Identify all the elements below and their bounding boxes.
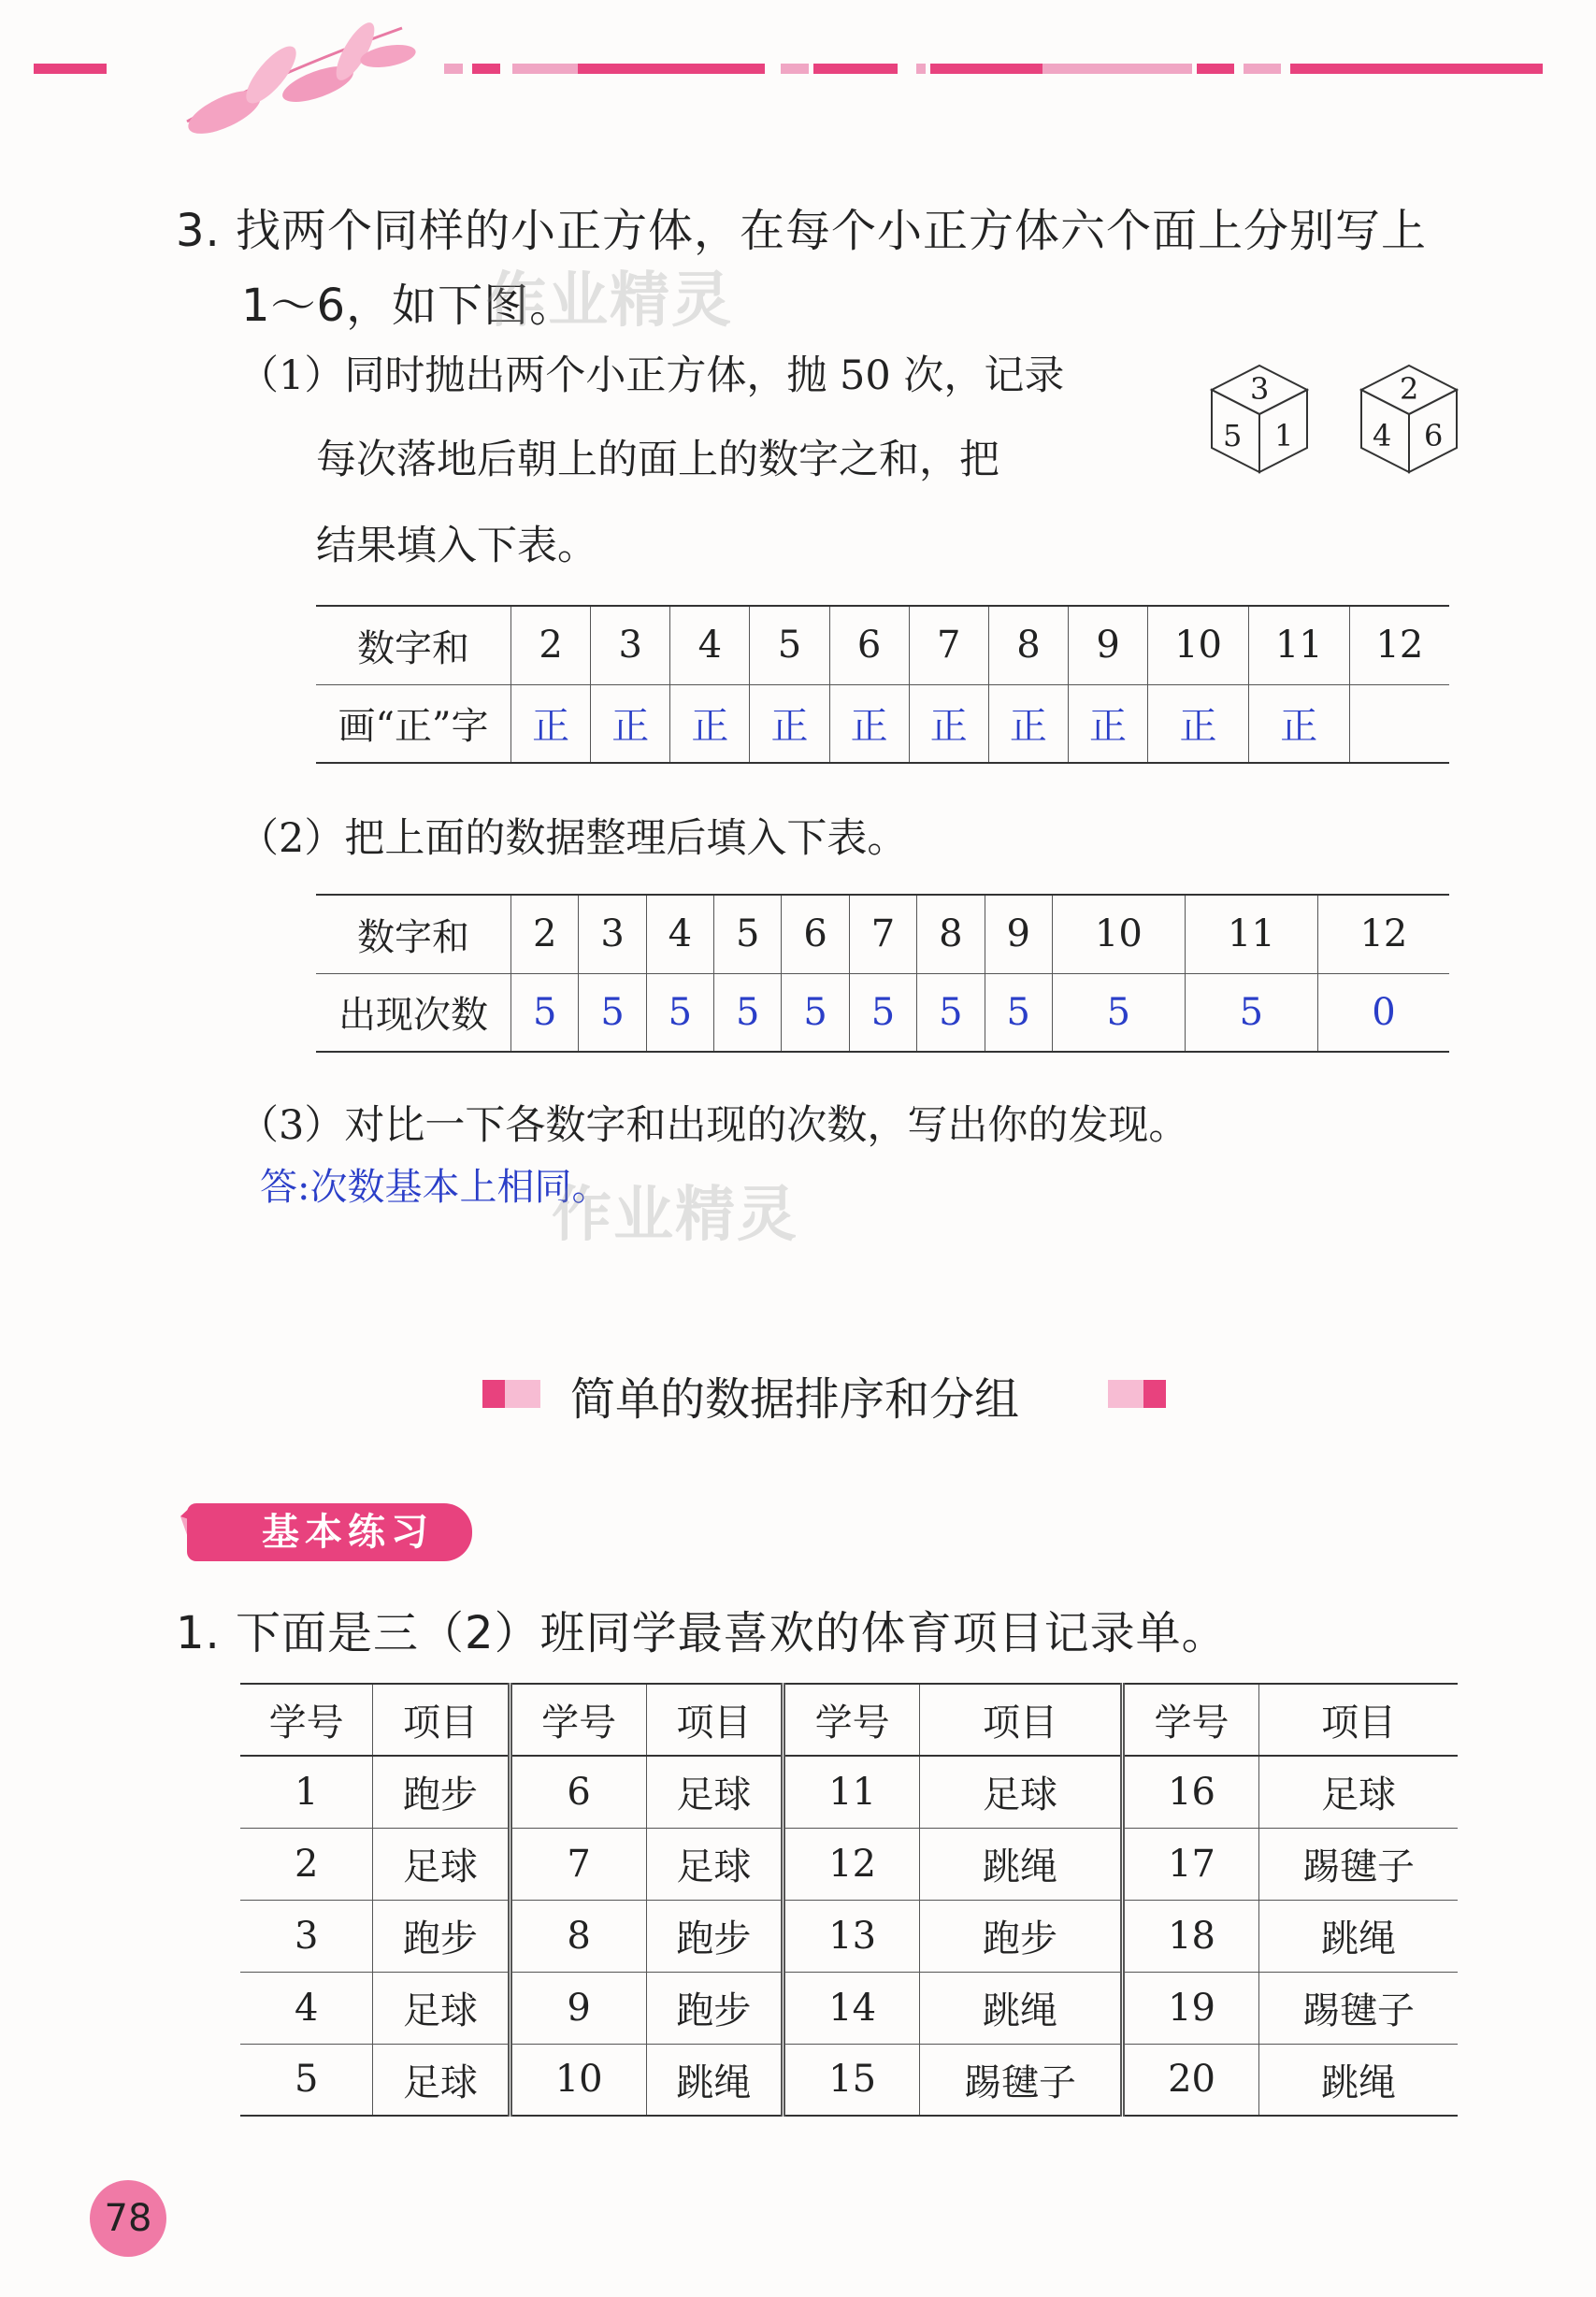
tally-cell: 正 — [909, 684, 988, 763]
student-number-cell: 5 — [240, 2044, 373, 2116]
cube-1-right: 1 — [1274, 418, 1294, 453]
sum-cell: 7 — [849, 895, 916, 973]
sum-cell: 4 — [670, 606, 750, 684]
sport-cell: 跳绳 — [1259, 1900, 1458, 1972]
tally-cell: 正 — [988, 684, 1068, 763]
cube-1-left: 5 — [1223, 418, 1243, 453]
q3-line2: 1～6，如下图。 — [241, 280, 576, 332]
count-table — [316, 894, 1449, 1053]
count-cell: 0 — [1317, 973, 1449, 1052]
table-row — [240, 1972, 1458, 2044]
q1-text: 1. 下面是三（2）班同学最喜欢的体育项目记录单。 — [176, 1607, 1228, 1659]
table1-row2-header: 画“正”字 — [316, 684, 511, 763]
column-header: 学号 — [510, 1684, 646, 1756]
watermark: 作业精灵 — [552, 1181, 798, 1250]
student-number-cell: 12 — [783, 1828, 919, 1900]
student-number-cell: 15 — [783, 2044, 919, 2116]
table-row — [240, 2044, 1458, 2116]
sport-cell: 跑步 — [373, 1756, 510, 1828]
tally-cell: 正 — [511, 684, 591, 763]
student-number-cell: 6 — [510, 1756, 646, 1828]
student-number-cell: 19 — [1122, 1972, 1258, 2044]
count-cell: 5 — [1185, 973, 1317, 1052]
student-number-cell: 20 — [1122, 2044, 1258, 2116]
table-row — [240, 1756, 1458, 1828]
sport-cell: 足球 — [646, 1828, 783, 1900]
column-header: 项目 — [920, 1684, 1123, 1756]
student-number-cell: 17 — [1122, 1828, 1258, 1900]
column-header: 学号 — [783, 1684, 919, 1756]
tally-cell: 正 — [1248, 684, 1349, 763]
count-cell: 5 — [714, 973, 782, 1052]
q3-part1-line1: （1）同时抛出两个小正方体，抛 50 次，记录 — [238, 352, 1065, 399]
q3-part1-line2: 每次落地后朝上的面上的数字之和，把 — [316, 437, 999, 483]
student-number-cell: 10 — [510, 2044, 646, 2116]
tally-cell: 正 — [1068, 684, 1147, 763]
column-header: 学号 — [1122, 1684, 1258, 1756]
tally-cell: 正 — [591, 684, 670, 763]
sport-cell: 足球 — [920, 1756, 1123, 1828]
student-number-cell: 1 — [294, 1770, 319, 1814]
q3-part3: （3）对比一下各数字和出现的次数，写出你的发现。 — [238, 1102, 1189, 1149]
tally-cell: 正 — [670, 684, 750, 763]
sport-cell: 足球 — [373, 1828, 510, 1900]
sport-cell: 足球 — [646, 1756, 783, 1828]
table-row — [240, 1828, 1458, 1900]
count-cell: 5 — [849, 973, 916, 1052]
sum-cell: 9 — [985, 895, 1052, 973]
count-cell: 5 — [917, 973, 985, 1052]
student-number-cell: 16 — [1122, 1756, 1258, 1828]
tally-table — [316, 605, 1449, 764]
cube-1 — [1206, 360, 1314, 477]
sport-cell: 跳绳 — [920, 1828, 1123, 1900]
student-number-cell: 8 — [510, 1900, 646, 1972]
watermark: 作业精灵 — [486, 266, 733, 336]
sport-cell: 踢毽子 — [920, 2044, 1123, 2116]
sum-cell: 6 — [829, 606, 909, 684]
table-row — [240, 1900, 1458, 1972]
student-number-cell: 7 — [510, 1828, 646, 1900]
sum-cell: 8 — [917, 895, 985, 973]
count-cell: 5 — [511, 973, 579, 1052]
sport-cell: 踢毽子 — [1259, 1972, 1458, 2044]
sport-cell: 踢毽子 — [1259, 1828, 1458, 1900]
section-title: 简单的数据排序和分组 — [570, 1373, 1020, 1426]
cube-2-left: 4 — [1373, 418, 1392, 453]
sum-cell: 11 — [1185, 895, 1317, 973]
column-header: 项目 — [373, 1684, 510, 1756]
count-cell: 5 — [1052, 973, 1185, 1052]
sum-cell: 9 — [1068, 606, 1147, 684]
sum-cell: 12 — [1317, 895, 1449, 973]
tally-cell — [1349, 684, 1449, 763]
sum-cell: 5 — [714, 895, 782, 973]
student-number-cell: 4 — [240, 1972, 373, 2044]
cube-2-right: 6 — [1424, 418, 1444, 453]
page-number: 78 — [90, 2180, 166, 2257]
sum-cell: 8 — [988, 606, 1068, 684]
count-cell: 5 — [579, 973, 646, 1052]
tally-cell: 正 — [750, 684, 829, 763]
column-header: 学号 — [240, 1684, 373, 1756]
q3-part1-line3: 结果填入下表。 — [316, 523, 597, 569]
answer-text: 答:次数基本上相同。 — [260, 1166, 610, 1209]
sport-cell: 足球 — [373, 2044, 510, 2116]
sum-cell: 12 — [1349, 606, 1449, 684]
sum-cell: 5 — [750, 606, 829, 684]
sum-cell: 3 — [579, 895, 646, 973]
student-number-cell: 11 — [783, 1756, 919, 1828]
cube-2-top: 2 — [1400, 371, 1419, 407]
tally-cell: 正 — [1148, 684, 1249, 763]
student-number-cell: 14 — [783, 1972, 919, 2044]
q3-line1: 3. 找两个同样的小正方体，在每个小正方体六个面上分别写上 — [176, 205, 1428, 257]
sport-cell: 跳绳 — [646, 2044, 783, 2116]
cube-1-top: 3 — [1250, 371, 1270, 407]
count-cell: 5 — [985, 973, 1052, 1052]
count-cell: 5 — [782, 973, 849, 1052]
sport-cell: 足球 — [373, 1972, 510, 2044]
sum-cell: 10 — [1052, 895, 1185, 973]
sum-cell: 3 — [591, 606, 670, 684]
sum-cell: 6 — [782, 895, 849, 973]
q3-part2: （2）把上面的数据整理后填入下表。 — [238, 815, 908, 862]
student-number-cell: 9 — [510, 1972, 646, 2044]
sum-cell: 11 — [1248, 606, 1349, 684]
sum-cell: 10 — [1148, 606, 1249, 684]
sum-cell: 2 — [511, 895, 579, 973]
sport-cell: 跑步 — [646, 1972, 783, 2044]
student-number-cell: 13 — [783, 1900, 919, 1972]
sports-record-table — [240, 1683, 1458, 2117]
student-number-cell: 3 — [240, 1900, 373, 1972]
cube-2 — [1356, 360, 1463, 477]
tally-cell: 正 — [829, 684, 909, 763]
student-number-cell: 2 — [240, 1828, 373, 1900]
sport-cell: 跑步 — [373, 1900, 510, 1972]
leaf-branch-icon — [159, 19, 421, 150]
practice-badge: 基本练习 — [187, 1503, 472, 1561]
column-header: 项目 — [646, 1684, 783, 1756]
sport-cell: 跑步 — [920, 1900, 1123, 1972]
table2-row2-header: 出现次数 — [316, 973, 511, 1052]
sport-cell: 跑步 — [646, 1900, 783, 1972]
table1-row1-header: 数字和 — [316, 606, 511, 684]
column-header: 项目 — [1259, 1684, 1458, 1756]
sum-cell: 7 — [909, 606, 988, 684]
count-cell: 5 — [646, 973, 713, 1052]
sport-cell: 跳绳 — [920, 1972, 1123, 2044]
sum-cell: 4 — [646, 895, 713, 973]
table2-row1-header: 数字和 — [316, 895, 511, 973]
sport-cell: 足球 — [1259, 1756, 1458, 1828]
sport-cell: 跳绳 — [1259, 2044, 1458, 2116]
sum-cell: 2 — [511, 606, 591, 684]
student-number-cell: 18 — [1122, 1900, 1258, 1972]
